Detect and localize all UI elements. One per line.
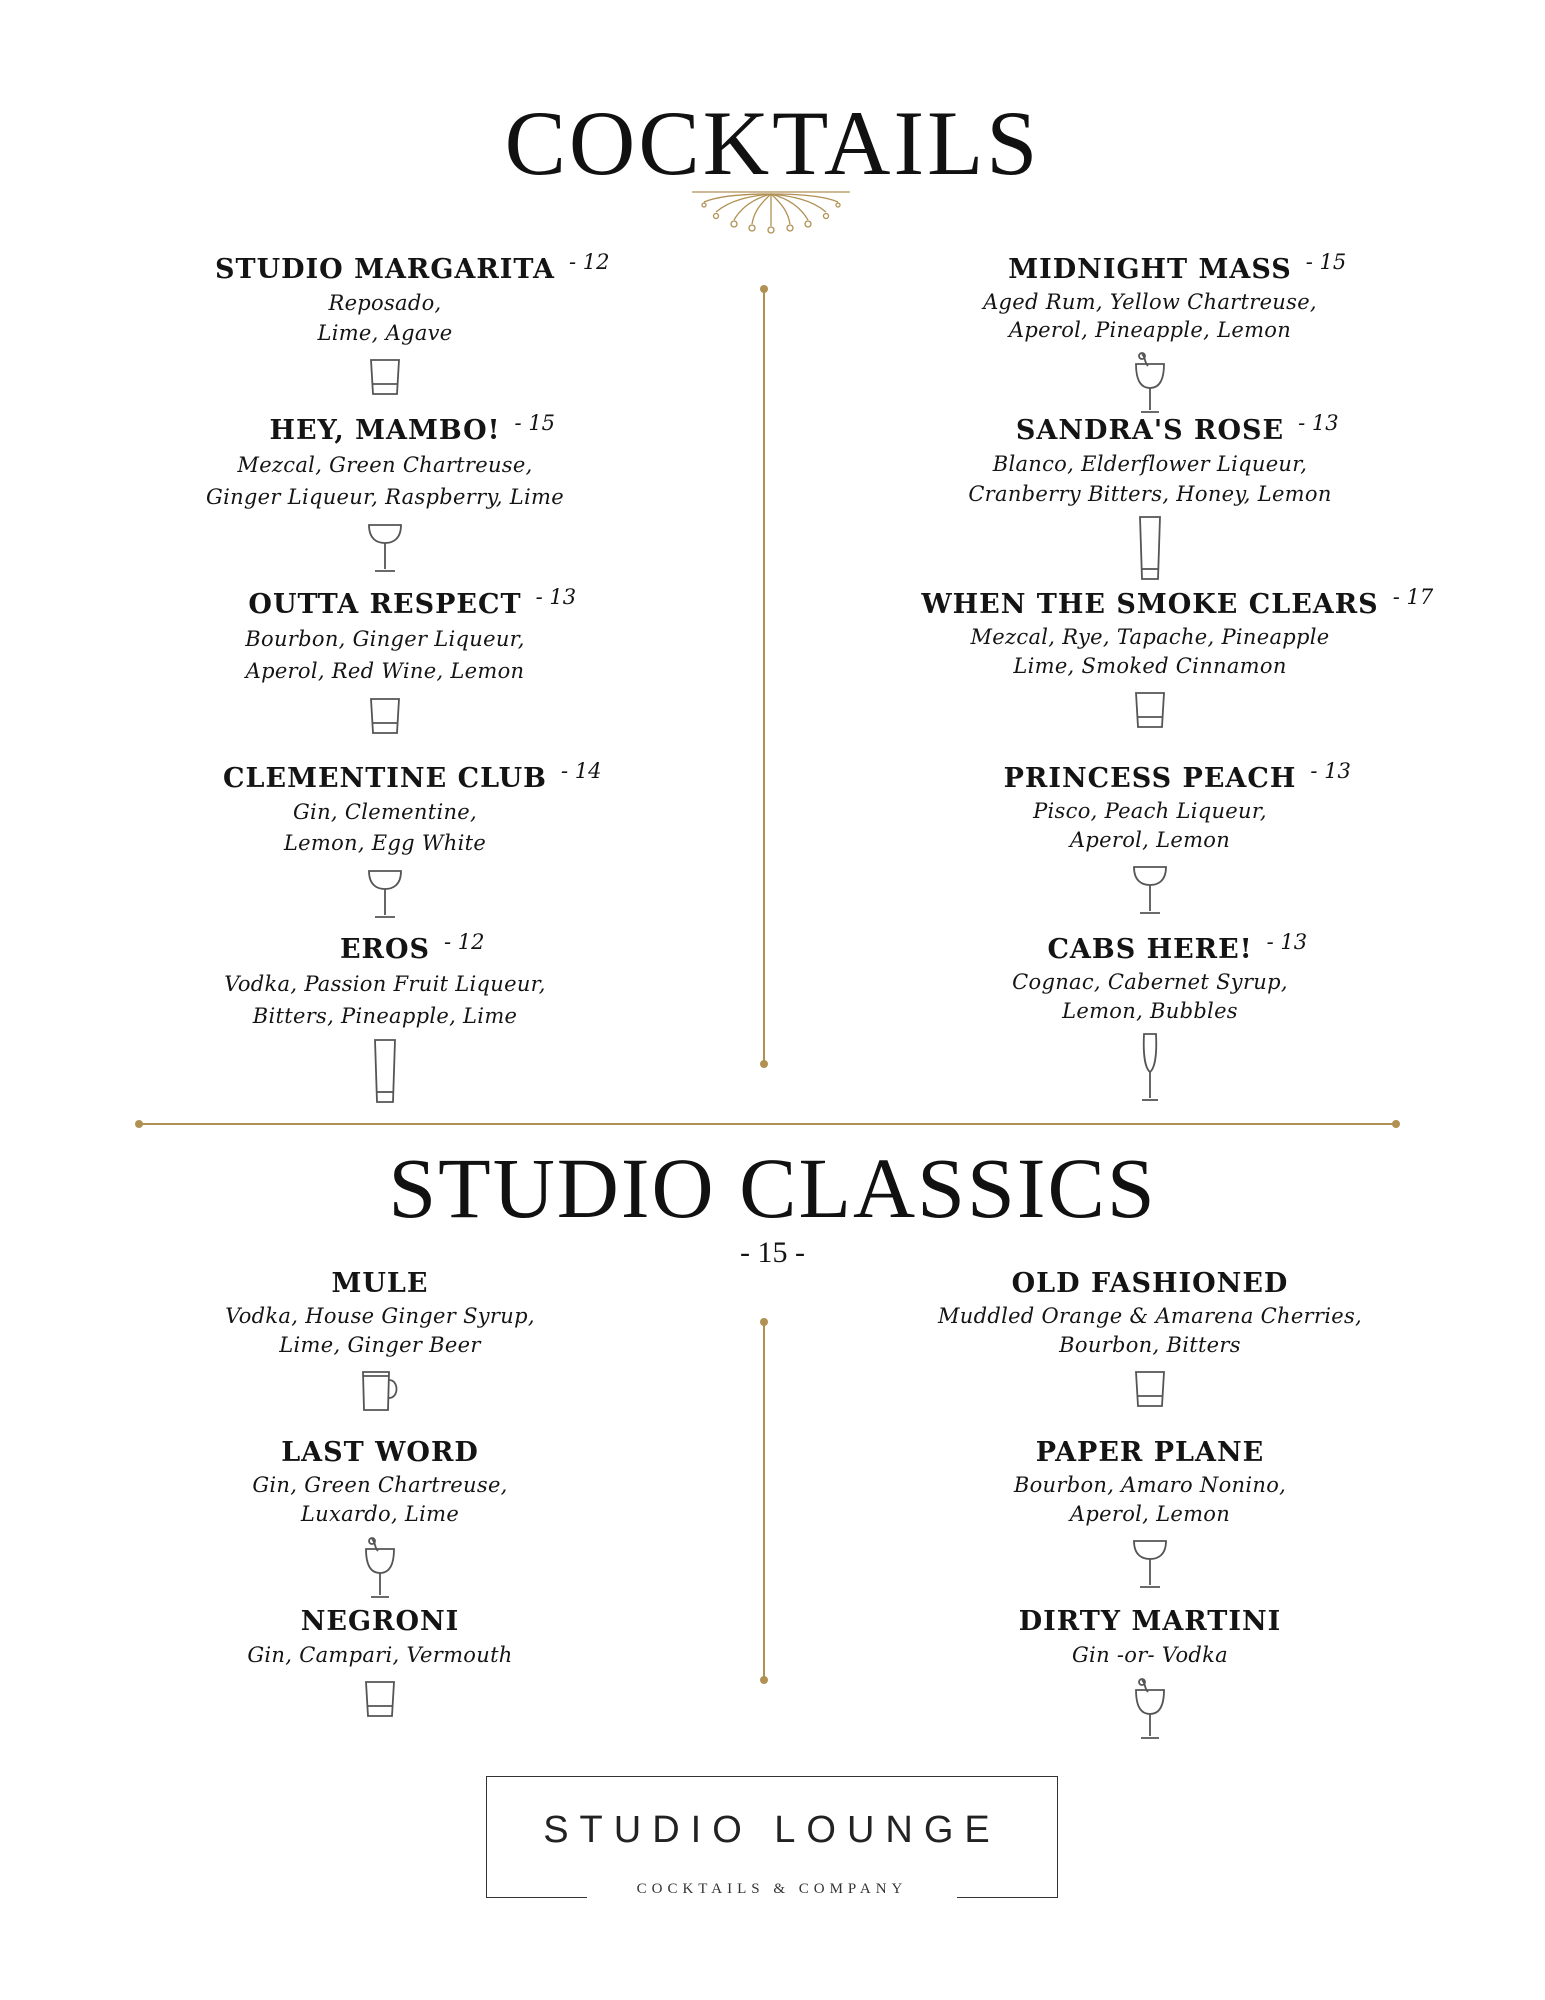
rocks-glass-icon (360, 1676, 400, 1720)
coupe-glass-icon (365, 519, 405, 575)
item-description: Vodka, House Ginger Syrup, Lime, Ginger Beer (225, 1304, 535, 1357)
item-name: NEGRONI (300, 1606, 460, 1637)
classics-column-divider (763, 1322, 765, 1680)
item-name: MIDNIGHT MASS (1008, 254, 1292, 285)
item-description: Reposado, Lime, Agave (317, 291, 453, 345)
menu-item (890, 1437, 1410, 1591)
rocks-glass-icon (1130, 687, 1170, 731)
highball-glass-icon (367, 1038, 403, 1104)
flute-glass-icon (1135, 1032, 1165, 1104)
item-name: OLD FASHIONED (1011, 1268, 1289, 1299)
item-name: OUTTA RESPECT (248, 589, 522, 620)
item-description: Blanco, Elderflower Liqueur, Cranberry Bitters, Honey, Lemon (968, 452, 1332, 506)
menu-item (890, 759, 1410, 917)
item-name: STUDIO MARGARITA (214, 254, 555, 285)
item-price: - 13 (1310, 759, 1351, 783)
menu-item (125, 930, 645, 1104)
menu-item (120, 1606, 640, 1720)
item-description: Cognac, Cabernet Syrup, Lemon, Bubbles (1012, 970, 1288, 1023)
item-name: SANDRA'S ROSE (1015, 415, 1285, 446)
rocks-glass-icon (1130, 1366, 1170, 1410)
item-description: Gin, Campari, Vermouth (247, 1643, 513, 1667)
item-name: DIRTY MARTINI (1018, 1606, 1282, 1637)
item-price: - 17 (1392, 585, 1434, 609)
item-price: - 14 (560, 759, 602, 783)
menu-item (125, 585, 645, 737)
item-description: Muddled Orange & Amarena Cherries, Bourbon, Bitters (937, 1304, 1363, 1357)
item-description: Mezcal, Rye, Tapache, Pineapple Lime, Smoked Cinnamon (970, 625, 1330, 678)
menu-item (125, 759, 645, 921)
rocks-glass-icon (365, 693, 405, 737)
coupe-glass-icon (365, 865, 405, 921)
item-price: - 13 (535, 585, 577, 609)
section-divider (139, 1123, 1396, 1125)
mule-mug-icon (355, 1366, 405, 1416)
cocktails-column-divider (763, 289, 765, 1064)
item-description: Mezcal, Green Chartreuse, Ginger Liqueur, Raspberry, Lime (206, 453, 564, 509)
coupe-glass-icon (1130, 861, 1170, 917)
item-name: PAPER PLANE (1035, 1437, 1265, 1468)
item-description: Gin, Clementine, Lemon, Egg White (283, 800, 487, 855)
menu-item (890, 411, 1410, 581)
item-name: CLEMENTINE CLUB (223, 763, 547, 794)
classics-title: STUDIO CLASSICS (388, 1140, 1157, 1236)
item-description: Vodka, Passion Fruit Liqueur, Bitters, Pineapple, Lime (224, 972, 546, 1028)
item-name: EROS (339, 934, 431, 965)
item-name: CABS HERE! (1047, 934, 1253, 965)
item-name: LAST WORD (281, 1437, 479, 1468)
coupe-glass-icon (1130, 1535, 1170, 1591)
menu-item (125, 411, 645, 575)
cocktails-title: COCKTAILS (504, 92, 1041, 194)
item-description: Aged Rum, Yellow Chartreuse, Aperol, Pineapple, Lemon (983, 290, 1317, 342)
item-price: - 12 (569, 250, 610, 274)
classics-price: - 15 - (740, 1236, 805, 1269)
item-name: PRINCESS PEACH (1003, 763, 1297, 794)
gold-ornament-icon (690, 190, 852, 236)
rocks-glass-icon (365, 354, 405, 398)
item-description: Gin, Green Chartreuse, Luxardo, Lime (252, 1473, 508, 1526)
item-price: - 13 (1298, 411, 1339, 435)
menu-item (120, 1437, 640, 1601)
menu-item (125, 250, 645, 398)
highball-glass-icon (1132, 515, 1168, 581)
item-name: WHEN THE SMOKE CLEARS (921, 589, 1379, 620)
menu-item (890, 250, 1410, 416)
nick-and-nora-glass-icon (1130, 350, 1170, 416)
item-price: - 15 (1305, 250, 1347, 274)
menu-item (830, 585, 1470, 731)
item-price: - 15 (514, 411, 556, 435)
menu-item (120, 1268, 640, 1416)
studio-lounge-logo (486, 1776, 1058, 1898)
menu-item (890, 930, 1410, 1104)
item-price: - 13 (1266, 930, 1308, 954)
item-description: Gin -or- Vodka (1071, 1643, 1228, 1667)
item-price: - 12 (444, 930, 485, 954)
logo-tagline: COCKTAILS & COMPANY (587, 1881, 957, 1898)
item-description: Pisco, Peach Liqueur, Aperol, Lemon (1033, 799, 1267, 852)
nick-and-nora-glass-icon (1130, 1676, 1170, 1742)
logo-name: STUDIO LOUNGE (543, 1809, 1001, 1851)
nick-and-nora-glass-icon (360, 1535, 400, 1601)
item-name: MULE (331, 1268, 429, 1299)
item-description: Bourbon, Amaro Nonino, Aperol, Lemon (1013, 1473, 1287, 1526)
item-name: HEY, MAMBO! (269, 415, 501, 446)
item-description: Bourbon, Ginger Liqueur, Aperol, Red Wine, Lemon (245, 627, 525, 683)
menu-item (840, 1268, 1460, 1410)
menu-item (890, 1606, 1410, 1742)
